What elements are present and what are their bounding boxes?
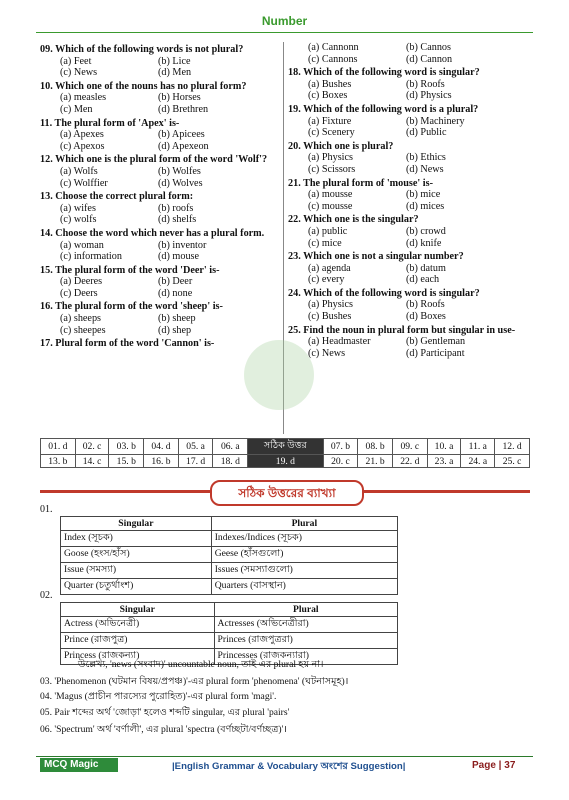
answer-cell: 10. a (427, 439, 461, 455)
answer-options (40, 56, 280, 79)
table-row (61, 531, 398, 547)
explanation-number-01: 01. (40, 504, 53, 515)
answer-cell: 18. d (213, 455, 248, 468)
option-item: (c) Scenery (308, 127, 355, 139)
footer-divider (36, 756, 533, 757)
option-item: (b) Roofs (406, 299, 445, 311)
option-item: (b) Horses (158, 92, 201, 104)
option-item: (b) Wolfes (158, 165, 201, 177)
note-04: 04. 'Magus (প্রাচীন পারস্যের পুরোহিত)'-এর plural form 'magi'. (40, 691, 277, 702)
brand-badge: MCQ Magic (40, 758, 118, 772)
table-cell: Actress (অভিনেত্রী) (61, 617, 215, 633)
table-header: Singular (61, 517, 212, 531)
answer-cell: 25. c (495, 455, 530, 468)
option-item: (c) Bushes (308, 311, 352, 323)
option-item: (c) News (308, 347, 346, 359)
option-item: (b) crowd (406, 225, 446, 237)
option-item: (c) Apexos (60, 140, 105, 152)
answer-options (288, 226, 532, 249)
answer-cell: 15. b (109, 455, 144, 468)
answer-cell: 24. a (461, 455, 495, 468)
answer-cell: 22. d (392, 455, 427, 468)
option-item: (a) Bushes (308, 78, 352, 90)
option-item: (c) mousse (308, 200, 353, 212)
answer-cell: 08. b (358, 439, 393, 455)
answer-cell: 13. b (41, 455, 76, 468)
answer-options (288, 42, 532, 65)
option-item: (b) Roofs (406, 78, 445, 90)
option-item: (a) mousse (308, 189, 353, 201)
answer-options (288, 189, 532, 212)
option-item: (b) Apicees (158, 129, 205, 141)
question-text: 19. Which of the following word is a plural? (288, 103, 479, 115)
question-text: 24. Which of the following word is singular? (288, 287, 480, 299)
question-text: 23. Which one is not a singular number? (288, 251, 464, 263)
right-question-column (288, 42, 532, 359)
option-item: (d) News (406, 163, 444, 175)
question-text: 25. Find the noun in plural form but singular in use- (288, 324, 516, 336)
option-item: (d) Participant (406, 347, 465, 359)
option-item: (c) Scissors (308, 163, 356, 175)
explanation-banner: সঠিক উত্তরের ব্যাখ্যা (210, 480, 364, 506)
option-item: (d) Wolves (158, 177, 203, 189)
footer-text: |English Grammar & Vocabulary অংশের Suggestion| (172, 761, 406, 772)
left-question-column (40, 42, 280, 350)
option-item: (a) public (308, 225, 348, 237)
option-item: (a) Physics (308, 152, 353, 164)
answer-cell: 12. d (495, 439, 530, 455)
note-06: 06. 'Spectrum' অর্থ 'বর্ণালী', এর plural 'spectra (বর্ণচ্ছটা/বর্ণচ্ছত্র)'। (40, 724, 287, 735)
question-text: 15. The plural form of the word 'Deer' is- (40, 264, 220, 276)
table-header: Singular (61, 603, 215, 617)
question-text: 20. Which one is plural? (288, 140, 394, 152)
answer-cell: 23. a (427, 455, 461, 468)
answer-cell: 02. c (75, 439, 109, 455)
answer-options (40, 276, 280, 299)
option-item: (b) roofs (158, 202, 194, 214)
page-title: Number (261, 14, 308, 28)
plural-table-02 (60, 602, 398, 665)
option-item: (b) mice (406, 189, 441, 201)
answer-options (40, 129, 280, 152)
option-item: (a) sheeps (60, 313, 102, 325)
table-cell: Princes (রাজপুত্ররা) (214, 633, 397, 649)
option-item: (a) wifes (60, 202, 96, 214)
option-item: (d) none (158, 287, 193, 299)
table-header: Plural (214, 603, 397, 617)
answer-row (41, 439, 530, 455)
table-cell: Princess (রাজকন্যা) (61, 649, 215, 665)
answer-cell: 06. a (213, 439, 248, 455)
answer-options (40, 92, 280, 115)
option-item: (d) shep (158, 324, 192, 336)
answer-cell: 14. c (75, 455, 109, 468)
table-row (61, 633, 398, 649)
answer-cell: 03. b (109, 439, 144, 455)
option-item: (b) Cannos (406, 42, 451, 53)
answer-options (288, 263, 532, 286)
banner-line-left (40, 490, 210, 493)
table-cell: Issue (সমস্যা) (61, 563, 212, 579)
question-text: 09. Which of the following words is not plural? (40, 44, 244, 55)
option-item: (a) Cannonn (308, 42, 359, 53)
answer-cell: 21. b (358, 455, 393, 468)
question-text: 13. Choose the correct plural form: (40, 191, 194, 203)
table-cell: Prince (রাজপুত্র) (61, 633, 215, 649)
note-03: 03. 'Phenomenon (ঘটমান বিষয়/প্রপঞ্চ)'-এর plural form 'phenomena' (ঘটনাসমূহ)। (40, 676, 349, 687)
answer-options (288, 152, 532, 175)
option-item: (c) Men (60, 103, 93, 115)
table-row (61, 547, 398, 563)
option-item: (a) Apexes (60, 129, 104, 141)
option-item: (d) Physics (406, 90, 452, 102)
option-item: (b) datum (406, 262, 446, 274)
answer-options (40, 240, 280, 263)
option-item: (a) Deeres (60, 276, 103, 288)
table-cell: Quarter (চতুর্থাংশ) (61, 579, 212, 595)
table-row (61, 579, 398, 595)
answer-options (288, 336, 532, 359)
option-item: (c) News (60, 67, 98, 79)
option-item: (c) mice (308, 237, 342, 249)
table-cell: Actresses (অভিনেত্রীরা) (214, 617, 397, 633)
option-item: (c) Wolffier (60, 177, 108, 189)
table-cell: Indexes/Indices (সূচক) (211, 531, 397, 547)
option-item: (b) Deer (158, 276, 193, 288)
plural-table-01 (60, 516, 398, 595)
answer-cell: 01. d (41, 439, 76, 455)
answer-row (41, 455, 530, 468)
answer-options (40, 203, 280, 226)
header-divider (36, 32, 533, 33)
answer-options (40, 313, 280, 336)
table-cell: Quarters (বাসস্থান) (211, 579, 397, 595)
option-item: (d) Apexeon (158, 140, 209, 152)
answer-cell: 07. b (323, 439, 358, 455)
option-item: (d) Cannon (406, 53, 453, 65)
option-item: (b) Machinery (406, 115, 465, 127)
answer-cell: 09. c (392, 439, 427, 455)
answer-options (288, 79, 532, 102)
option-item: (a) Wolfs (60, 165, 98, 177)
option-item: (d) Men (158, 67, 192, 79)
answer-options (40, 166, 280, 189)
table-cell: Goose (হংস/হাঁস) (61, 547, 212, 563)
answer-options (288, 299, 532, 322)
option-item: (d) Brethren (158, 103, 209, 115)
option-item: (c) Cannons (308, 53, 358, 65)
option-item: (c) Boxes (308, 90, 348, 102)
note-news: উল্লেখ্য, 'news (সংবাদ)' uncountable noun, তাই এর plural হয় না। (78, 659, 324, 670)
option-item: (b) sheep (158, 313, 196, 325)
question-text: 12. Which one is the plural form of the word 'Wolf'? (40, 154, 268, 166)
answer-cell: 19. d (248, 455, 323, 468)
table-cell: Geese (হাঁসগুলো) (211, 547, 397, 563)
answer-cell: 16. b (144, 455, 179, 468)
option-item: (a) Headmaster (308, 336, 371, 348)
option-item: (c) every (308, 274, 345, 286)
table-row (61, 617, 398, 633)
option-item: (a) Physics (308, 299, 353, 311)
option-item: (c) Deers (60, 287, 98, 299)
option-item: (d) knife (406, 237, 442, 249)
option-item: (a) Fixture (308, 115, 352, 127)
table-cell: Index (সূচক) (61, 531, 212, 547)
option-item: (a) agenda (308, 262, 351, 274)
answer-cell: 17. d (178, 455, 213, 468)
option-item: (b) Gentleman (406, 336, 466, 348)
option-item: (d) mouse (158, 251, 200, 263)
note-05: 05. Pair শব্দের অর্থ 'জোড়া' হলেও শব্দটি singular, এর plural 'pairs' (40, 707, 290, 718)
table-cell: Issues (সমস্যাগুলো) (211, 563, 397, 579)
answer-cell: 20. c (323, 455, 358, 468)
option-item: (a) measles (60, 92, 107, 104)
answer-cell: 11. a (461, 439, 495, 455)
answer-cell: 05. a (178, 439, 213, 455)
option-item: (d) Public (406, 127, 447, 139)
question-text: 22. Which one is the singular? (288, 214, 419, 226)
question-text: 18. Which of the following word is singular? (288, 67, 480, 79)
table-row (61, 563, 398, 579)
answer-options (288, 116, 532, 139)
answer-cell: 04. d (144, 439, 179, 455)
question-text: 17. Plural form of the word 'Cannon' is- (40, 338, 215, 350)
option-item: (d) mices (406, 200, 445, 212)
option-item: (b) Lice (158, 55, 191, 67)
option-item: (d) shelfs (158, 214, 197, 226)
option-item: (c) information (60, 251, 122, 263)
question-text: 11. The plural form of 'Apex' is- (40, 117, 180, 129)
answer-cell: সঠিক উত্তর (248, 439, 323, 455)
option-item: (a) Feet (60, 55, 92, 67)
option-item: (b) Ethics (406, 152, 446, 164)
table-header: Plural (211, 517, 397, 531)
table-cell: Princesses (রাজকন্যারা) (214, 649, 397, 665)
option-item: (a) woman (60, 239, 104, 251)
watermark-logo (244, 340, 314, 410)
page-number: Page | 37 (472, 760, 516, 771)
explanation-number-02: 02. (40, 590, 53, 601)
option-item: (c) sheepes (60, 324, 106, 336)
option-item: (d) Boxes (406, 311, 446, 323)
banner-line-right (360, 490, 530, 493)
question-text: 10. Which one of the nouns has no plural form? (40, 80, 247, 92)
option-item: (c) wolfs (60, 214, 97, 226)
question-text: 14. Choose the word which never has a plural form. (40, 227, 265, 239)
question-text: 16. The plural form of the word 'sheep' is- (40, 301, 223, 313)
answer-key-table (40, 438, 530, 468)
question-text: 21. The plural form of 'mouse' is- (288, 177, 433, 189)
option-item: (d) each (406, 274, 440, 286)
option-item: (b) inventor (158, 239, 207, 251)
